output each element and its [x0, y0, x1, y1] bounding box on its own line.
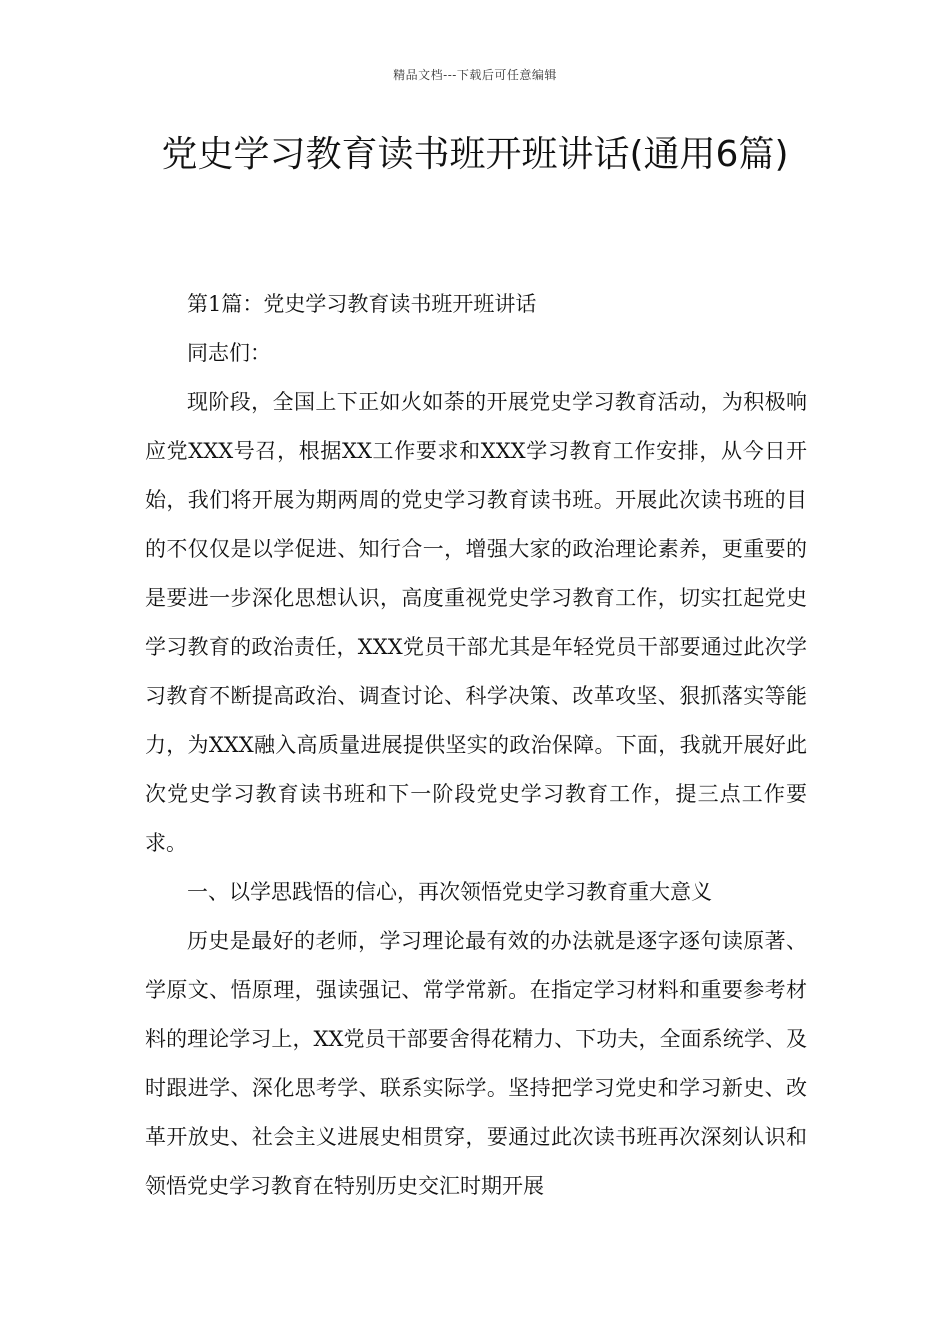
salutation: 同志们：	[187, 341, 271, 365]
page-header-note: 精品文档---下载后可任意编辑	[393, 68, 557, 82]
section-heading: 第1篇：党史学习教育读书班开班讲话	[187, 292, 537, 316]
body-paragraph: 历史是最好的老师，学习理论最有效的办法就是逐字逐句读原著、学原文、悟原理，强读强记、常学常新。在指定学习材料和重要参考材料的理论学习上，XX党员干部要舍得花精力、下功夫，全面系统学、及时跟进学、深化思考学、联系实际学。坚持把学习党史和学习新史、改革开放史、社会主义进展史相贯穿，要通过此次读书班再次深刻认识和领悟党史学习教育在特别历史交汇时期开展	[145, 929, 807, 1198]
document-title: 党史学习教育读书班开班讲话(通用6篇)	[161, 134, 789, 175]
body-paragraph: 现阶段，全国上下正如火如荼的开展党史学习教育活动，为积极响应党XXX号召，根据XX工作要求和XXX学习教育工作安排，从今日开始，我们将开展为期两周的党史学习教育读书班。开展此次读书班的目的不仅仅是以学促进、知行合一，增强大家的政治理论素养，更重要的是要进一步深化思想认识，高度重视党史学习教育工作，切实扛起党史学习教育的政治责任，XXX党员干部尤其是年轻党员干部要通过此次学习教育不断提高政治、调查讨论、科学决策、改革攻坚、狠抓落实等能力，为XXX融入高质量进展提供坚实的政治保障。下面，我就开展好此次党史学习教育读书班和下一阶段党史学习教育工作，提三点工作要求。	[145, 390, 807, 855]
subsection-heading: 一、以学思践悟的信心，再次领悟党史学习教育重大意义	[187, 880, 712, 904]
document-body	[145, 280, 807, 1211]
